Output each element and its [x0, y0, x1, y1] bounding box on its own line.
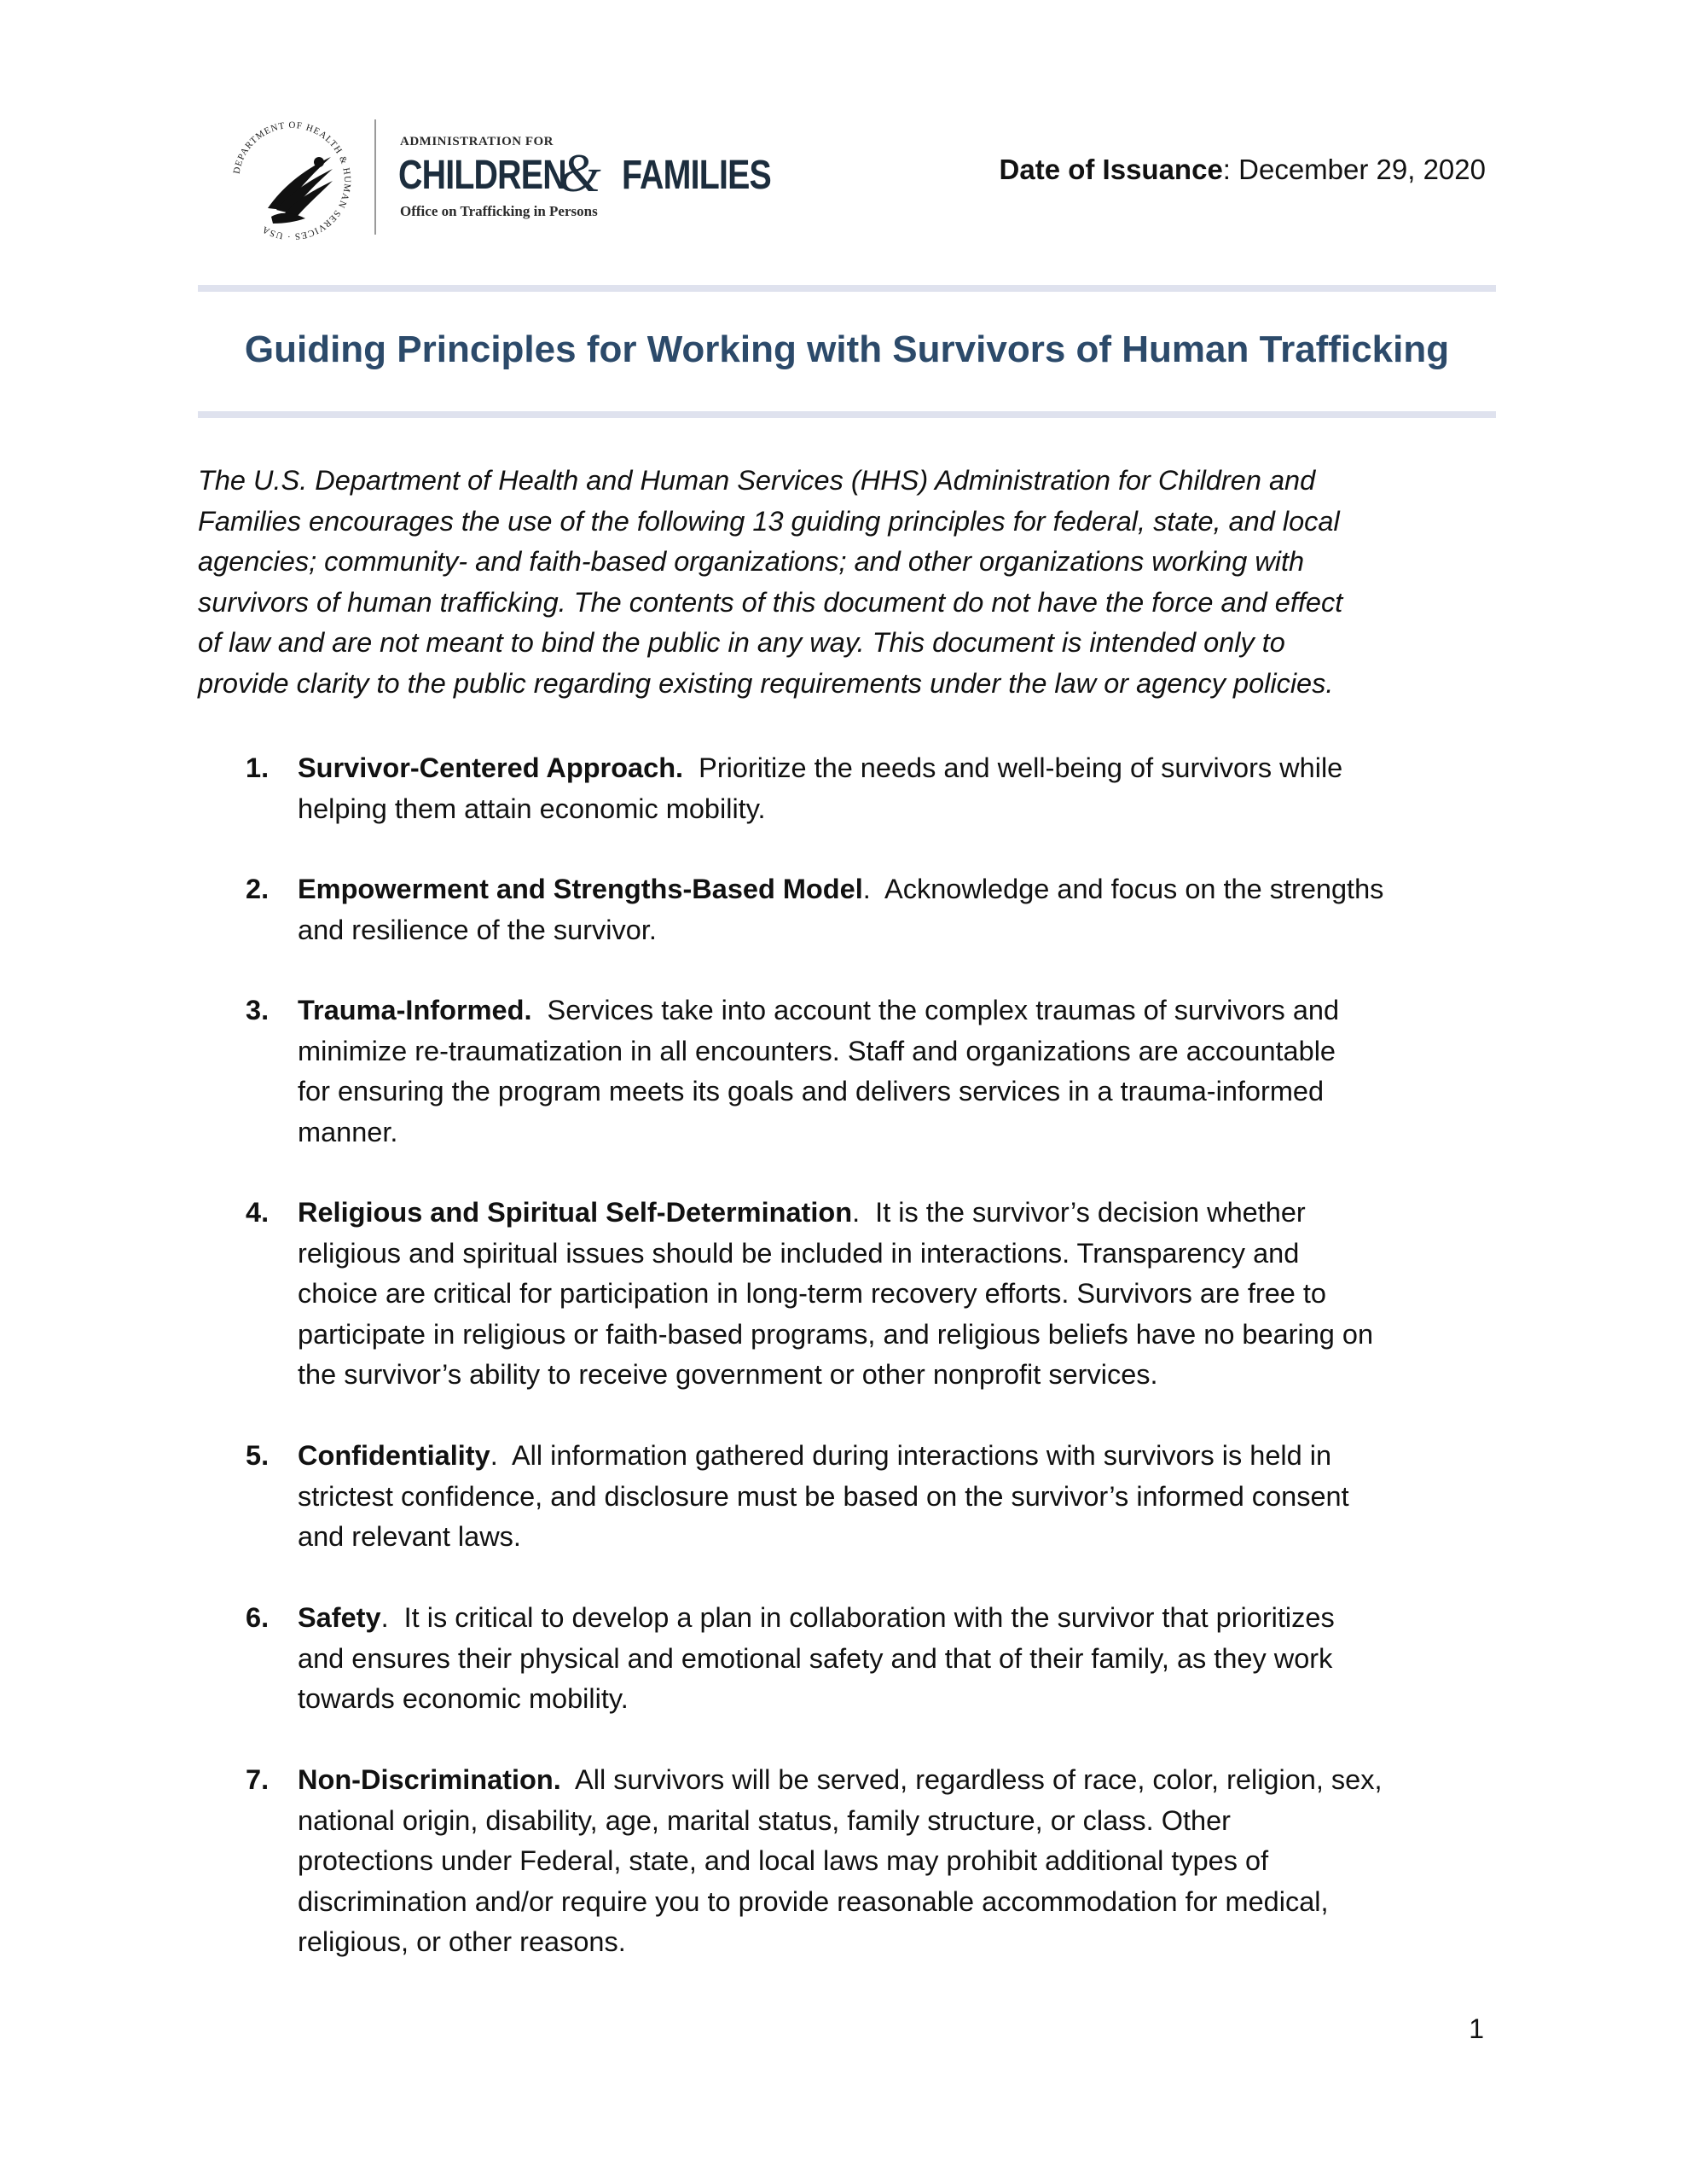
- principle-line: the survivor’s ability to receive government or other nonprofit services.: [298, 1359, 1158, 1390]
- hhs-seal-logo: [223, 113, 360, 249]
- principle-heading: Empowerment and Strengths-Based Model: [298, 874, 863, 904]
- principle-line: and relevant laws.: [298, 1521, 521, 1552]
- intro-paragraph: [198, 461, 1511, 704]
- date-of-issuance: [1000, 154, 1486, 186]
- intro-line: provide clarity to the public regarding existing requirements under the law or agency policies.: [198, 667, 1334, 699]
- eagle-profiles-icon: [268, 157, 333, 224]
- principle-line: manner.: [298, 1116, 398, 1147]
- principle-heading: Religious and Spiritual Self-Determination: [298, 1197, 853, 1228]
- principle-text: [298, 1193, 1509, 1396]
- principle-text: [298, 1436, 1509, 1558]
- issuance-separator: :: [1222, 154, 1231, 185]
- principle-text: [298, 990, 1509, 1153]
- principle-heading: Safety: [298, 1602, 381, 1633]
- intro-line: Families encourages the use of the following 13 guiding principles for federal, state, and local: [198, 505, 1340, 537]
- acf-logo-children: CHILDREN: [398, 153, 566, 198]
- intro-line: agencies; community- and faith-based organizations; and other organizations working with: [198, 546, 1305, 577]
- issuance-label: Date of Issuance: [999, 154, 1223, 185]
- principle-line: towards economic mobility.: [298, 1683, 629, 1714]
- svg-text:DEPARTMENT OF HEALTH & HUMAN S: [232, 120, 353, 241]
- acf-logo-ampersand: &: [559, 142, 601, 203]
- principle-first-line: All survivors will be served, regardless of race, color, religion, sex,: [560, 1764, 1383, 1795]
- principle-first-line: Services take into account the complex traumas of survivors and: [531, 995, 1340, 1025]
- principle-text: [298, 869, 1509, 950]
- principle-line: participate in religious or faith-based programs, and religious beliefs have no bearing on: [298, 1318, 1374, 1350]
- principle-line: religious, or other reasons.: [298, 1926, 626, 1957]
- principle-line: religious and spiritual issues should be included in interactions. Transparency and: [298, 1237, 1300, 1269]
- title-rule-bottom: [198, 411, 1496, 418]
- principle-text: [298, 1598, 1509, 1720]
- principle-heading: Confidentiality: [298, 1440, 490, 1471]
- acf-logo-office-line: Office on Trafficking in Persons: [400, 203, 598, 219]
- principle-line: for ensuring the program meets its goals and delivers services in a trauma-informed: [298, 1076, 1325, 1107]
- principle-line: minimize re-traumatization in all encounters. Staff and organizations are accountable: [298, 1035, 1336, 1066]
- principle-line: and resilience of the survivor.: [298, 914, 657, 945]
- acf-logo-top-line: ADMINISTRATION FOR: [400, 135, 554, 148]
- principle-number: 1.: [246, 752, 270, 783]
- principle-heading: Survivor-Centered Approach.: [298, 752, 684, 783]
- page-title: Guiding Principles for Working with Survivors of Human Trafficking: [244, 328, 1450, 370]
- principle-line: strictest confidence, and disclosure must be based on the survivor’s informed consent: [298, 1480, 1349, 1512]
- issuance-date: December 29, 2020: [1238, 154, 1486, 185]
- acf-logo-families: FAMILIES: [622, 153, 771, 198]
- title-rule-top: [198, 285, 1496, 292]
- document-header: [223, 113, 1486, 249]
- principle-first-line: . All information gathered during interactions with survivors is held in: [490, 1440, 1332, 1471]
- principle-text: [298, 1760, 1509, 1963]
- acf-logo: [398, 135, 842, 229]
- principle-line: discrimination and/or require you to provide reasonable accommodation for medical,: [298, 1885, 1329, 1917]
- principle-heading: Non-Discrimination.: [298, 1764, 561, 1795]
- principle-number: 3.: [246, 995, 270, 1025]
- principle-heading: Trauma-Informed.: [298, 995, 532, 1025]
- principle-line: and ensures their physical and emotional safety and that of their family, as they work: [298, 1642, 1333, 1674]
- principle-line: helping them attain economic mobility.: [298, 793, 766, 824]
- logo-divider: [374, 119, 376, 235]
- principle-first-line: . It is critical to develop a plan in collaboration with the survivor that prioritizes: [380, 1602, 1335, 1633]
- principle-first-line: . It is the survivor’s decision whether: [852, 1197, 1306, 1228]
- principle-number: 5.: [246, 1440, 270, 1471]
- principle-line: protections under Federal, state, and local laws may prohibit additional types of: [298, 1845, 1269, 1876]
- principle-first-line: . Acknowledge and focus on the strengths: [862, 874, 1384, 904]
- intro-line: The U.S. Department of Health and Human Services (HHS) Administration for Children and: [198, 465, 1316, 496]
- principle-text: [298, 748, 1509, 829]
- intro-line: survivors of human trafficking. The contents of this document do not have the force and effect: [198, 586, 1343, 618]
- intro-line: of law and are not meant to bind the public in any way. This document is intended only to: [198, 627, 1285, 658]
- principle-number: 6.: [246, 1602, 270, 1633]
- principle-number: 7.: [246, 1764, 270, 1795]
- principle-line: national origin, disability, age, marital status, family structure, or class. Other: [298, 1804, 1232, 1836]
- principle-number: 4.: [246, 1197, 270, 1228]
- page-number: 1: [1469, 2013, 1484, 2044]
- seal-text: DEPARTMENT OF HEALTH & HUMAN SERVICES · USA: [231, 119, 353, 242]
- principle-line: choice are critical for participation in long-term recovery efforts. Survivors are free to: [298, 1278, 1326, 1309]
- principle-number: 2.: [246, 874, 270, 904]
- principle-first-line: Prioritize the needs and well-being of survivors while: [683, 752, 1343, 783]
